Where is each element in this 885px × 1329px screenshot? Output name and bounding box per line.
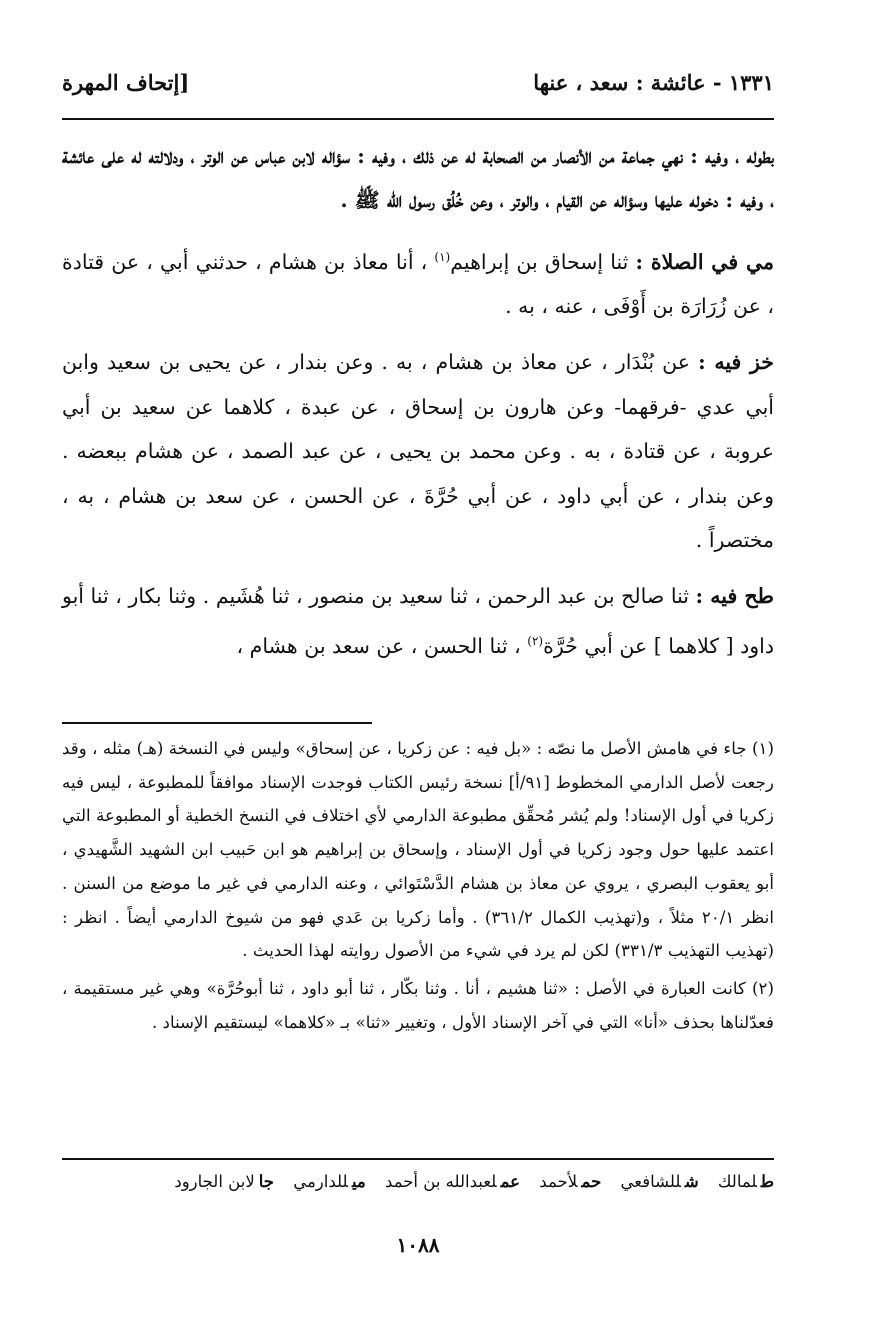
paragraph-khz	[62, 340, 774, 562]
footnotes	[62, 732, 774, 1043]
abbreviation-legend	[62, 1172, 774, 1191]
footnote-ref-2: (٢)	[527, 633, 544, 648]
legend-item: شللشافعي	[620, 1172, 699, 1191]
paragraph-1: بطوله ، وفيه : نهي جماعة من الأنصار من الصحابة له عن ذلك ، وفيه : سؤاله لابن عباس عن الوتر ، ودلالته له على عائشة ، وفيه : دخوله عليها وسؤاله عن القيام ، والوتر ، وعن خُلُق رسول الله ﷺ .	[62, 144, 774, 213]
paragraph-th-text-b: ، ثنا الحسن ، عن سعد بن هشام ،	[236, 633, 528, 658]
page-header	[62, 62, 774, 102]
footnote-rule	[62, 722, 372, 724]
paragraph-th	[62, 574, 774, 668]
footnote-1: (١) جاء في هامش الأصل ما نصّه : «بل فيه : عن زكريا ، عن إسحاق» وليس في النسخة (هـ) مثله ، وقد رجعت لأصل الدارمي المخطوط [٩١/أ] نسخة رئيس الكتاب فوجدت الإسناد موافقاً للمطبوعة ، ليس فيه زكريا في أول الإسناد! ولم يُشر مُحقِّق مطبوعة الدارمي لأي اختلاف في النسخ الخطية أو المطبوعة التي اعتمد عليها حول وجود زكريا في أول الإسناد ، وإسحاق بن إبراهيم هو ابن حَبيب ابن الشهيد الشَّهيدي ، أبو يعقوب البصري ، يروي عن معاذ بن هشام الدَّسْتَوائي ، وعنه الدارمي في غير ما موضع من السنن . انظر ٢٠/١ مثلاً ، و(تهذيب الكمال ٣٦١/٢) . وأما زكريا بن عَدي فهو من شيوخ الدارمي أيضاً . انظر : (تهذيب التهذيب ٣٣١/٣) لكن لم يرد في شيء من الأصول روايته لهذا الحديث .	[62, 738, 774, 961]
paragraph-mi-text-a: ثنا إسحاق بن إبراهيم	[450, 249, 636, 274]
paragraph-khz-text: عن بُنْدَار ، عن معاذ بن هشام ، به . وعن بندار ، عن يحيى بن سعيد وابن أبي عدي -فرقهما- وعن هارون بن إسحاق ، عن عبدة ، كلاهما عن سعيد بن أبي عروبة ، عن قتادة ، به . وعن محمد بن يحيى ، عن عبد الصمد ، عن هشام ببعضه . وعن بندار ، عن أبي داود ، عن أبي حُرَّةَ ، عن الحسن ، عن سعد بن هشام ، به ، مختصراً .	[62, 350, 774, 553]
legend-item: ميللدارمي	[293, 1172, 366, 1191]
footnote-2: (٢) كانت العبارة في الأصل : «ثنا هشيم ، أنا . وثنا بكّار ، ثنا أبو داود ، ثنا أبوحُرَّة» وهي غير مستقيمة ، فعدّلناها بحذف «أنا» التي في آخر الإسناد الأول ، وتغيير «ثنا» بـ «كلاهما» ليستقيم الإسناد .	[62, 977, 774, 1032]
legend-item: حملأحمد	[539, 1172, 602, 1191]
source-abbr-th: طح فيه :	[695, 584, 774, 609]
source-abbr-mi: مي في الصلاة :	[635, 249, 775, 274]
main-text	[62, 134, 774, 680]
paragraph-mi	[62, 235, 774, 329]
running-title: ١٣٣١ - عائشة : سعد ، عنها	[533, 70, 774, 95]
book-page	[62, 0, 774, 1329]
legend-item: جالابن الجارود	[174, 1172, 274, 1191]
header-rule	[62, 118, 774, 120]
legend-rule	[62, 1158, 774, 1160]
paragraph-mi-text-b: ، أنا معاذ بن هشام ، حدثني أبي ، عن قتادة ، عن زُرَارَة بن أَوْفَى ، عنه ، به .	[62, 249, 774, 319]
book-title: [إتحاف المهرة	[62, 70, 190, 95]
paragraph-th-text-a: ثنا صالح بن عبد الرحمن ، ثنا سعيد بن منصور ، ثنا هُشَيم . وثنا بكار ، ثنا أبو داود [ كلاهما ] عن أبي حُرَّة	[62, 584, 774, 658]
legend-item: عملعبدالله بن أحمد	[385, 1172, 521, 1191]
footnote-ref-1: (١)	[434, 249, 451, 264]
page-number: ١٠٨٨	[396, 1233, 440, 1257]
source-abbr-khz: خز فيه :	[698, 350, 774, 375]
legend-item: طلمالك	[717, 1172, 774, 1191]
